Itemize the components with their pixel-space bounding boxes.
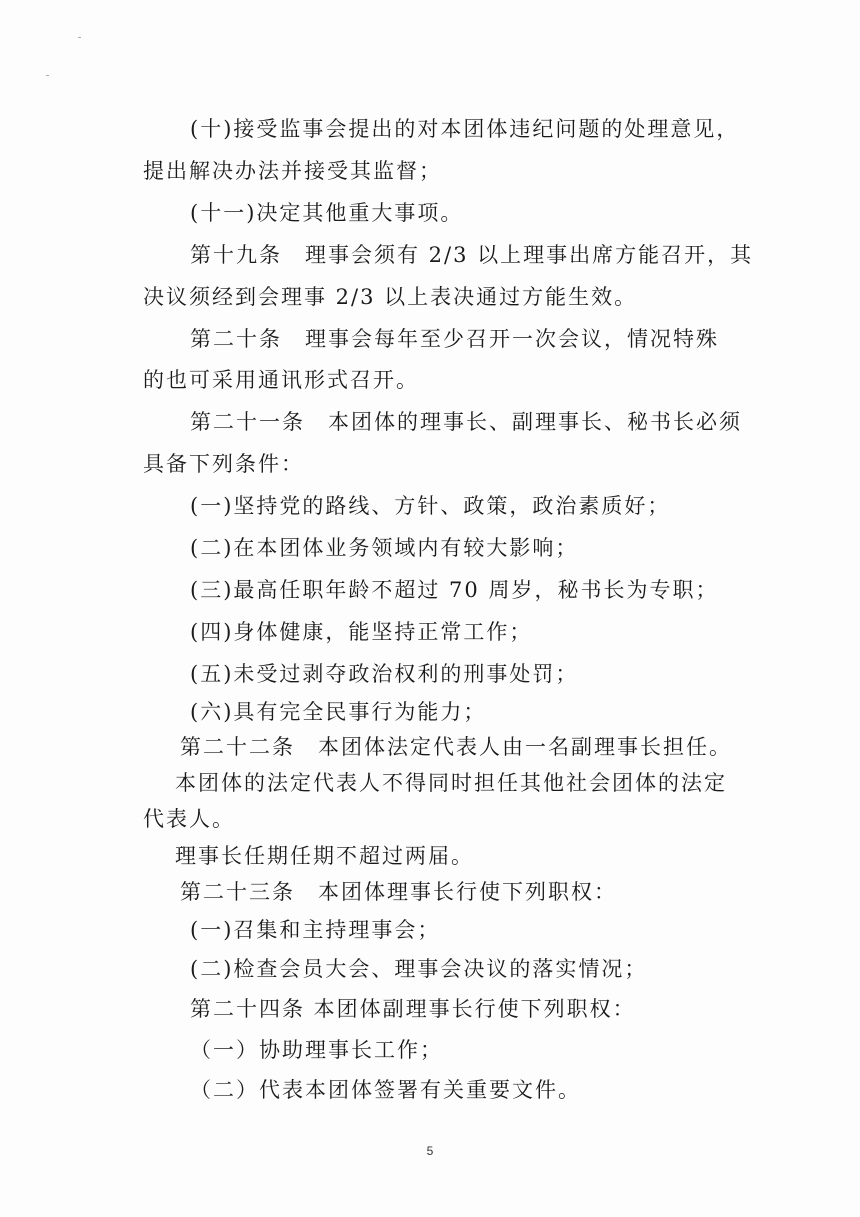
text-line: (五)未受过剥夺政治权利的刑事处罚；	[190, 662, 579, 686]
text-line: 第二十二条 本团体法定代表人由一名副理事长担任。	[180, 735, 732, 759]
text-line: (一)召集和主持理事会；	[190, 918, 441, 942]
text-line: 代表人。	[143, 807, 235, 831]
text-line: 第二十四条 本团体副理事长行使下列职权：	[190, 997, 636, 1021]
text-line: 决议须经到会理事 2/3 以上表决通过方能生效。	[143, 285, 638, 309]
text-line: 第二十一条 本团体的理事长、副理事长、秘书长必须	[190, 410, 742, 434]
text-line: (四)身体健康，能坚持正常工作；	[190, 620, 533, 644]
text-line: （二）代表本团体签署有关重要文件。	[190, 1078, 581, 1102]
text-line: 理事长任期任期不超过两届。	[175, 844, 474, 868]
text-line: (三)最高任职年龄不超过 70 周岁，秘书长为专职；	[190, 578, 719, 602]
text-line: (二)在本团体业务领域内有较大影响；	[190, 536, 579, 560]
scan-speck	[46, 75, 49, 76]
text-line: (十一)决定其他重大事项。	[190, 201, 464, 225]
text-line: (一)坚持党的路线、方针、政策，政治素质好；	[190, 494, 671, 518]
scan-speck	[78, 37, 81, 38]
text-line: 提出解决办法并接受其监督；	[143, 159, 442, 183]
text-line: 具备下列条件：	[143, 452, 304, 476]
text-line: (六)具有完全民事行为能力；	[190, 700, 487, 724]
text-line: 本团体的法定代表人不得同时担任其他社会团体的法定	[175, 771, 727, 795]
text-line: （一）协助理事长工作；	[190, 1038, 443, 1062]
text-line: 第二十三条 本团体理事长行使下列职权：	[180, 880, 617, 904]
page-number: 5	[426, 1144, 434, 1158]
text-line: (十)接受监事会提出的对本团体违纪问题的处理意见，	[190, 117, 740, 141]
text-line: (二)检查会员大会、理事会决议的落实情况；	[190, 957, 648, 981]
text-line: 第二十条 理事会每年至少召开一次会议，情况特殊	[190, 327, 719, 351]
text-line: 的也可采用通讯形式召开。	[143, 368, 419, 392]
text-line: 第十九条 理事会须有 2/3 以上理事出席方能召开，其	[190, 243, 754, 267]
